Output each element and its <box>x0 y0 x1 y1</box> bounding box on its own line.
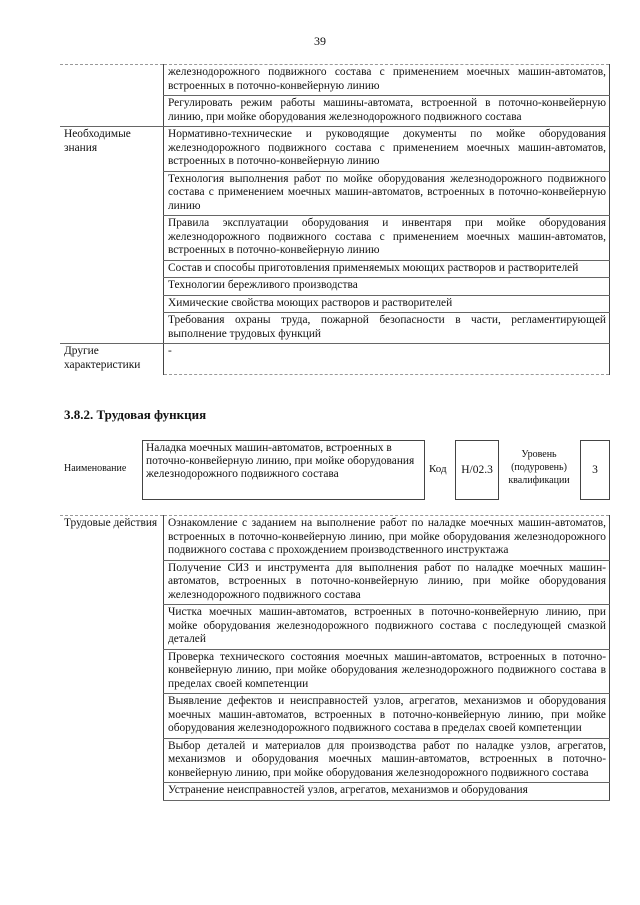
row-label <box>60 278 164 296</box>
table-row <box>60 295 610 313</box>
row-label <box>60 605 164 650</box>
table-row <box>60 605 610 650</box>
table-row <box>60 65 610 96</box>
qualification-level: 3 <box>580 440 610 500</box>
row-text: Химические свойства моющих растворов и растворителей <box>164 295 610 313</box>
row-text: Правила эксплуатации оборудования и инвентаря при мойке оборудования железнодорожного подвижного состава с применением моечных машин-автоматов, встроенных в поточно-конвейерную линию <box>164 216 610 261</box>
row-text: Требования охраны труда, пожарной безопасности в части, регламентирующей выполнение трудовых функций <box>164 313 610 344</box>
row-label <box>60 738 164 783</box>
table-row <box>60 694 610 739</box>
table-row <box>60 260 610 278</box>
table-row <box>60 216 610 261</box>
row-text: Чистка моечных машин-автоматов, встроенных в поточно-конвейерную линию, при мойке оборудования железнодорожного подвижного состава с последующей смазкой деталей <box>164 605 610 650</box>
table-row <box>60 783 610 801</box>
row-label <box>60 694 164 739</box>
row-label <box>60 65 164 96</box>
row-label <box>60 560 164 605</box>
row-text: Ознакомление с заданием на выполнение работ по наладке моечных машин-автоматов, встроенных в поточно-конвейерную линию, при мойке оборудования железнодорожного подвижного состава с прохождением производственного инструктажа <box>164 516 610 561</box>
table-row <box>60 278 610 296</box>
row-text: Устранение неисправностей узлов, агрегатов, механизмов и оборудования <box>164 783 610 801</box>
row-text: Нормативно-технические и руководящие документы по мойке оборудования железнодорожного подвижного состава с применением моечных машин-автоматов, встроенных в поточно-конвейерную линию <box>164 127 610 172</box>
level-label: Уровень (подуровень) квалификации <box>508 449 570 486</box>
row-label: Необходимые знания <box>60 127 164 172</box>
name-label: Наименование <box>64 463 127 474</box>
function-header <box>60 440 610 502</box>
function-name: Наладка моечных машин-автоматов, встроенных в поточно-конвейерную линию, при мойке оборудования железнодорожного подвижного состава <box>142 440 425 500</box>
labor-actions-table <box>60 515 610 801</box>
function-code: H/02.3 <box>455 440 499 500</box>
row-label <box>60 96 164 127</box>
page-number: 39 <box>314 34 326 48</box>
table-row <box>60 313 610 344</box>
row-text: Получение СИЗ и инструмента для выполнения работ по наладке моечных машин-автоматов, встроенных в поточно-конвейерную линию, при мойке оборудования железнодорожного подвижного состава <box>164 560 610 605</box>
row-text: - <box>164 344 610 375</box>
code-label: Код <box>429 463 447 475</box>
table-row <box>60 516 610 561</box>
knowledge-skills-table <box>60 64 610 375</box>
row-text: Проверка технического состояния моечных машин-автоматов, встроенных в поточно-конвейерную линию, при мойке оборудования железнодорожного подвижного состава в пределах своей компетенции <box>164 649 610 694</box>
row-label <box>60 260 164 278</box>
row-label <box>60 313 164 344</box>
row-label <box>60 649 164 694</box>
row-text: Состав и способы приготовления применяемых моющих растворов и растворителей <box>164 260 610 278</box>
table-row <box>60 344 610 375</box>
row-label <box>60 295 164 313</box>
table-row <box>60 560 610 605</box>
row-text: Технология выполнения работ по мойке оборудования железнодорожного подвижного состава с применением моечных машин-автоматов, встроенных в поточно-конвейерную линию <box>164 171 610 216</box>
row-label <box>60 171 164 216</box>
row-text: Технологии бережливого производства <box>164 278 610 296</box>
row-text: Выбор деталей и материалов для производства работ по наладке узлов, агрегатов, механизмов и оборудования моечных машин-автоматов, встроенных в поточно-конвейерную линию, при мойке оборудования железнодорожного подвижного состава <box>164 738 610 783</box>
table-row <box>60 171 610 216</box>
row-label <box>60 783 164 801</box>
section-title: 3.8.2. Трудовая функция <box>64 407 207 422</box>
row-text: железнодорожного подвижного состава с применением моечных машин-автоматов, встроенных в поточно-конвейерную линию <box>164 65 610 96</box>
table-row <box>60 738 610 783</box>
table-row <box>60 96 610 127</box>
table-row <box>60 649 610 694</box>
table-row <box>60 127 610 172</box>
row-label: Трудовые действия <box>60 516 164 561</box>
row-label <box>60 216 164 261</box>
row-text: Регулировать режим работы машины-автомата, встроенной в поточно-конвейерную линию, при мойке оборудования железнодорожного подвижного состава <box>164 96 610 127</box>
row-label: Другие характеристики <box>60 344 164 375</box>
row-text: Выявление дефектов и неисправностей узлов, агрегатов, механизмов и оборудования моечных машин-автоматов, встроенных в поточно-конвейерную линию, при мойке оборудования железнодорожного подвижного состава в пределах своей компетенции <box>164 694 610 739</box>
